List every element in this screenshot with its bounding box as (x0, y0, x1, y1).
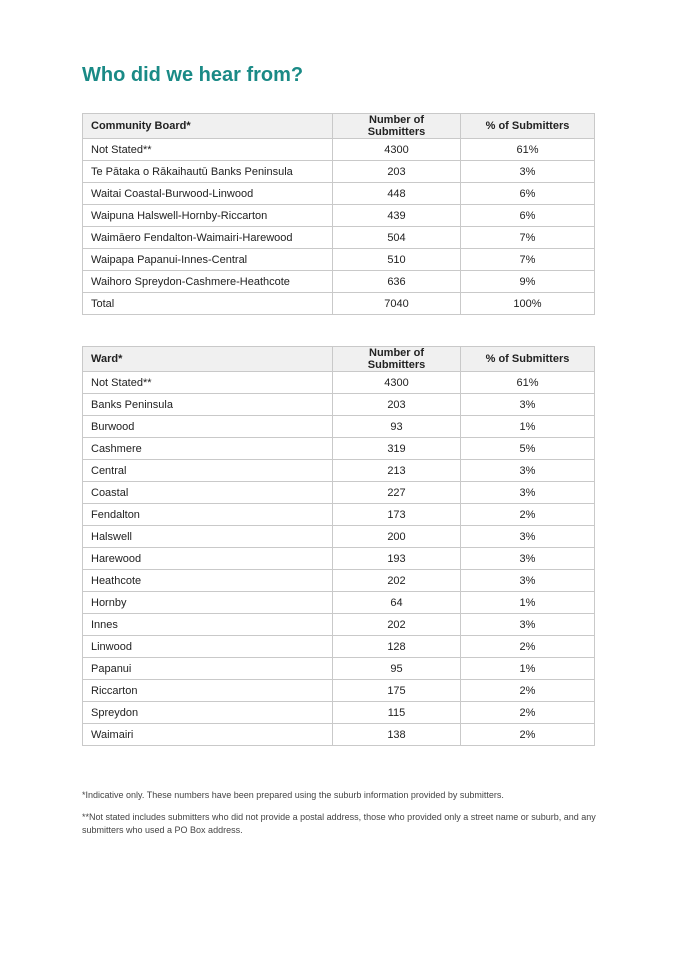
submitters-count-cell: 202 (333, 614, 461, 636)
column-header-percent-of-submitters: % of Submitters (461, 347, 595, 372)
submitters-percent-cell: 6% (461, 205, 595, 227)
table-row (83, 372, 595, 394)
name-cell: Fendalton (83, 504, 333, 526)
table-row (83, 724, 595, 746)
submitters-count-cell: 93 (333, 416, 461, 438)
table-row (83, 161, 595, 183)
submitters-count-cell: 115 (333, 702, 461, 724)
name-cell: Banks Peninsula (83, 394, 333, 416)
table-row (83, 227, 595, 249)
name-cell: Central (83, 460, 333, 482)
submitters-percent-cell: 5% (461, 438, 595, 460)
table-row (83, 658, 595, 680)
name-cell: Waihoro Spreydon-Cashmere-Heathcote (83, 271, 333, 293)
footnote-indicative: *Indicative only. These numbers have been prepared using the suburb information provided by submitters. (82, 790, 504, 800)
submitters-count-cell: 636 (333, 271, 461, 293)
table-row (83, 416, 595, 438)
submitters-count-cell: 4300 (333, 139, 461, 161)
name-cell: Waimāero Fendalton-Waimairi-Harewood (83, 227, 333, 249)
table-row (83, 592, 595, 614)
table-row (83, 438, 595, 460)
submitters-percent-cell: 61% (461, 139, 595, 161)
submitters-count-cell: 439 (333, 205, 461, 227)
name-cell: Coastal (83, 482, 333, 504)
submitters-percent-cell: 2% (461, 680, 595, 702)
name-cell: Heathcote (83, 570, 333, 592)
column-header-number-of-submitters: Number of Submitters (333, 114, 461, 139)
name-cell: Hornby (83, 592, 333, 614)
submitters-count-cell: 128 (333, 636, 461, 658)
submitters-count-cell: 200 (333, 526, 461, 548)
submitters-count-cell: 203 (333, 394, 461, 416)
table-row (83, 526, 595, 548)
submitters-percent-cell: 3% (461, 394, 595, 416)
submitters-count-cell: 64 (333, 592, 461, 614)
table-row (83, 460, 595, 482)
submitters-percent-cell: 9% (461, 271, 595, 293)
table-row (83, 249, 595, 271)
submitters-count-cell: 448 (333, 183, 461, 205)
submitters-count-cell: 202 (333, 570, 461, 592)
table-row (83, 394, 595, 416)
table-row (83, 636, 595, 658)
name-cell: Linwood (83, 636, 333, 658)
name-cell: Cashmere (83, 438, 333, 460)
submitters-count-cell: 319 (333, 438, 461, 460)
table-row (83, 548, 595, 570)
footnote-not-stated: **Not stated includes submitters who did not provide a postal address, those who provided only a street name or suburb, and any submitters who used a PO Box address. (82, 812, 596, 835)
table-row (83, 293, 595, 315)
table-row (83, 482, 595, 504)
table-row (83, 271, 595, 293)
submitters-count-cell: 213 (333, 460, 461, 482)
table-row (83, 183, 595, 205)
name-cell: Te Pātaka o Rākaihautū Banks Peninsula (83, 161, 333, 183)
name-cell: Innes (83, 614, 333, 636)
ward-table (82, 346, 595, 746)
submitters-percent-cell: 3% (461, 548, 595, 570)
name-cell: Waipuna Halswell-Hornby-Riccarton (83, 205, 333, 227)
column-header-ward: Ward* (83, 347, 333, 372)
name-cell: Papanui (83, 658, 333, 680)
name-cell: Burwood (83, 416, 333, 438)
name-cell: Halswell (83, 526, 333, 548)
submitters-percent-cell: 100% (461, 293, 595, 315)
submitters-count-cell: 138 (333, 724, 461, 746)
submitters-count-cell: 7040 (333, 293, 461, 315)
submitters-percent-cell: 6% (461, 183, 595, 205)
submitters-percent-cell: 3% (461, 161, 595, 183)
table-row (83, 680, 595, 702)
table-row (83, 570, 595, 592)
submitters-count-cell: 175 (333, 680, 461, 702)
name-cell: Not Stated** (83, 372, 333, 394)
submitters-count-cell: 173 (333, 504, 461, 526)
table-header-row (83, 347, 595, 372)
submitters-count-cell: 227 (333, 482, 461, 504)
table-row (83, 139, 595, 161)
submitters-percent-cell: 7% (461, 227, 595, 249)
submitters-percent-cell: 1% (461, 592, 595, 614)
submitters-percent-cell: 3% (461, 570, 595, 592)
column-header-percent-of-submitters: % of Submitters (461, 114, 595, 139)
name-cell: Harewood (83, 548, 333, 570)
name-cell: Total (83, 293, 333, 315)
submitters-percent-cell: 61% (461, 372, 595, 394)
submitters-percent-cell: 7% (461, 249, 595, 271)
submitters-percent-cell: 2% (461, 724, 595, 746)
submitters-count-cell: 95 (333, 658, 461, 680)
name-cell: Waipapa Papanui-Innes-Central (83, 249, 333, 271)
submitters-count-cell: 203 (333, 161, 461, 183)
submitters-percent-cell: 3% (461, 614, 595, 636)
name-cell: Waitai Coastal-Burwood-Linwood (83, 183, 333, 205)
table-row (83, 702, 595, 724)
page-title: Who did we hear from? (82, 64, 304, 86)
table-row (83, 614, 595, 636)
column-header-number-of-submitters: Number of Submitters (333, 347, 461, 372)
submitters-percent-cell: 2% (461, 636, 595, 658)
submitters-count-cell: 4300 (333, 372, 461, 394)
table-row (83, 504, 595, 526)
submitters-count-cell: 193 (333, 548, 461, 570)
submitters-count-cell: 510 (333, 249, 461, 271)
name-cell: Riccarton (83, 680, 333, 702)
submitters-percent-cell: 1% (461, 416, 595, 438)
submitters-percent-cell: 3% (461, 526, 595, 548)
submitters-count-cell: 504 (333, 227, 461, 249)
name-cell: Not Stated** (83, 139, 333, 161)
submitters-percent-cell: 2% (461, 504, 595, 526)
name-cell: Waimairi (83, 724, 333, 746)
community-board-table (82, 113, 595, 315)
submitters-percent-cell: 3% (461, 482, 595, 504)
submitters-percent-cell: 1% (461, 658, 595, 680)
submitters-percent-cell: 3% (461, 460, 595, 482)
column-header-community-board: Community Board* (83, 114, 333, 139)
table-header-row (83, 114, 595, 139)
table-row (83, 205, 595, 227)
name-cell: Spreydon (83, 702, 333, 724)
submitters-percent-cell: 2% (461, 702, 595, 724)
